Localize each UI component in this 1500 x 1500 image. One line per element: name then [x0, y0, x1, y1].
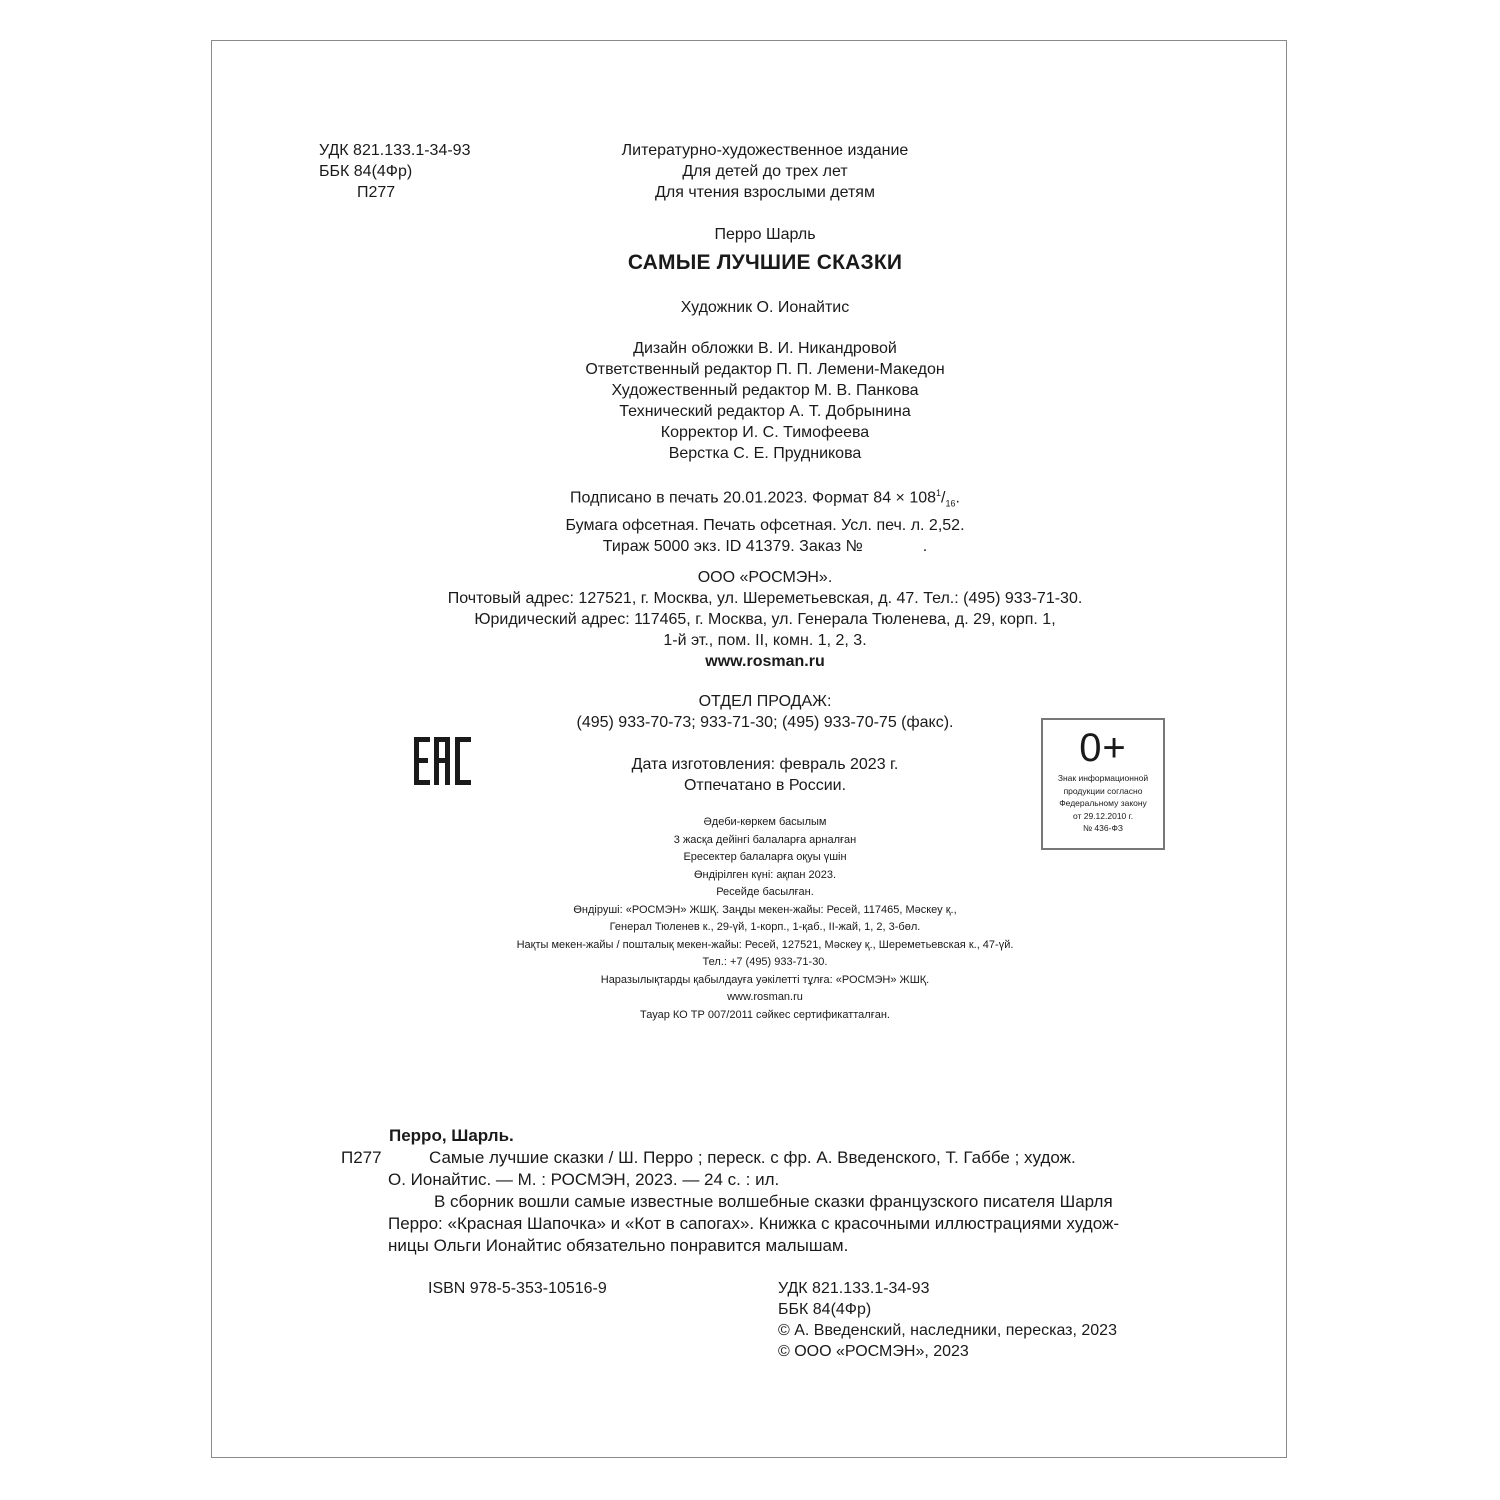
legal-address-2: 1-й эт., пом. II, комн. 1, 2, 3. [663, 632, 867, 649]
printed-in: Отпечатано в России. [683, 777, 847, 794]
biblio-annotation-3: ницы Ольги Ионайтис обязательно понравится малышам. [388, 1236, 849, 1255]
postal-address: Почтовый адрес: 127521, г. Москва, ул. Шереметьевская, д. 47. Тел.: (495) 933-71-30. [447, 590, 1083, 607]
kazakh-line: Тауар КО ТР 007/2011 сәйкес сертификатталған. [640, 1008, 890, 1021]
biblio-entry-1: Самые лучшие сказки / Ш. Перро ; переск. с фр. А. Введенского, Т. Габбе ; худож. [429, 1148, 1076, 1167]
biblio-annotation-2: Перро: «Красная Шапочка» и «Кот в сапогах». Книжка с красочными иллюстрациями худож- [388, 1214, 1119, 1233]
manufacture-date: Дата изготовления: февраль 2023 г. [631, 756, 899, 773]
credit-line: Дизайн обложки В. И. Никандровой [633, 340, 897, 357]
biblio-code: П277 [341, 1148, 382, 1167]
credit-line: Художественный редактор М. В. Панкова [611, 382, 919, 399]
illustrator: Художник О. Ионайтис [680, 299, 850, 316]
kazakh-line: 3 жасқа дейінгі балаларға арналған [673, 833, 857, 846]
bbk-code: ББК 84(4Фр) [319, 163, 413, 180]
biblio-heading: Перро, Шарль. [389, 1126, 514, 1145]
header-line: Литературно-художественное издание [621, 142, 909, 159]
legal-address-1: Юридический адрес: 117465, г. Москва, ул. Генерала Тюленева, д. 29, корп. 1, [474, 611, 1056, 628]
biblio-entry-2: О. Ионайтис. — М. : РОСМЭН, 2023. — 24 с. : ил. [388, 1170, 780, 1189]
credit-line: Технический редактор А. Т. Добрынина [619, 403, 911, 420]
kazakh-info [240, 814, 1290, 1024]
author-name: Перро Шарль [714, 226, 816, 243]
fraction-numerator: 1 [936, 488, 942, 498]
credit-line: Ответственный редактор П. П. Лемени-Македон [585, 361, 945, 378]
kazakh-line: Өндірілген күні: ақпан 2023. [693, 868, 837, 881]
copyright-line: © А. Введенский, наследники, пересказ, 2023 [778, 1322, 1117, 1339]
fraction-denominator: 16 [945, 498, 956, 509]
kazakh-line: Нақты мекен-жайы / пошталық мекен-жайы: Ресей, 127521, Мәскеу қ., Шереметьевская к., 47-үй. [516, 938, 1014, 951]
print-info [240, 483, 1290, 557]
isbn: ISBN 978-5-353-10516-9 [428, 1280, 607, 1297]
credits-list [240, 338, 1290, 464]
footer-bbk: ББК 84(4Фр) [778, 1301, 872, 1318]
biblio-annotation-1: В сборник вошли самые известные волшебные сказки французского писателя Шарля [434, 1192, 1113, 1211]
age-rating-value: 0+ [1079, 726, 1127, 770]
kazakh-line: Әдеби-көркем басылым [703, 816, 827, 828]
edition-header [240, 140, 1290, 203]
kazakh-line: Өндіруші: «РОСМЭН» ЖШҚ. Заңды мекен-жайы: Ресей, 117465, Мәскеу қ., [573, 903, 957, 916]
kazakh-line: Генерал Тюленев к., 29-үй, 1-корп., 1-қаб., II-жай, 1, 2, 3-бөл. [609, 921, 921, 933]
age-rating-note: Знак информационной продукции согласно Федеральному закону от 29.12.2010 г. № 436-ФЗ [1057, 773, 1149, 833]
footer-udk: УДК 821.133.1-34-93 [778, 1280, 930, 1297]
kazakh-line: www.rosman.ru [727, 991, 803, 1003]
udk-code: УДК 821.133.1-34-93 [319, 142, 471, 159]
paper-line: Бумага офсетная. Печать офсетная. Усл. печ. л. 2,52. [565, 516, 965, 534]
signed-line: Подписано в печать 20.01.2023. Формат $84 \times 108^1/_{16}$. [570, 488, 960, 509]
publisher-name: ООО «РОСМЭН». [697, 569, 833, 586]
sales-phones: (495) 933-70-73; 933-71-30; (495) 933-70-75 (факс). [576, 714, 954, 731]
credit-line: Верстка С. Е. Прудникова [668, 445, 862, 462]
book-title: САМЫЕ ЛУЧШИЕ СКАЗКИ [627, 251, 903, 274]
copyright-block [778, 1278, 1117, 1362]
credit-line: Корректор И. С. Тимофеева [660, 424, 870, 441]
copyright-line: © ООО «РОСМЭН», 2023 [778, 1343, 969, 1360]
bibliographic-record [341, 1125, 1161, 1257]
author-mark: П277 [357, 184, 396, 201]
sales-heading: ОТДЕЛ ПРОДАЖ: [698, 693, 832, 710]
header-line: Для детей до трех лет [682, 163, 848, 180]
website-link[interactable]: www.rosman.ru [705, 653, 825, 670]
kazakh-line: Наразылықтарды қабылдауға уәкілетті тұлға: «РОСМЭН» ЖШҚ. [600, 973, 930, 986]
publisher-info [240, 567, 1290, 672]
kazakh-line: Тел.: +7 (495) 933-71-30. [702, 956, 828, 968]
header-line: Для чтения взрослыми детям [655, 184, 875, 201]
run-line: Тираж 5000 экз. ID 41379. Заказ № . [602, 537, 928, 555]
kazakh-line: Ресейде басылған. [716, 886, 814, 898]
kazakh-line: Ересектер балаларға оқуы үшін [683, 851, 847, 863]
